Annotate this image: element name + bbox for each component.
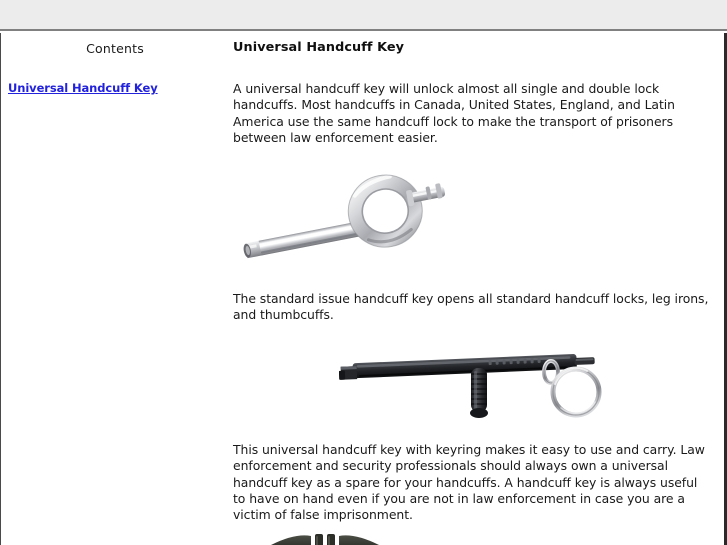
- toc-link-universal-handcuff-key[interactable]: Universal Handcuff Key: [8, 81, 158, 95]
- chrome-handcuff-key-photo: [235, 172, 455, 276]
- table-of-contents-list: [8, 77, 223, 96]
- contents-heading: Contents: [86, 41, 144, 56]
- browser-chrome-bar: [0, 0, 727, 31]
- black-handcuff-key-with-keyring-photo: [339, 342, 617, 422]
- paragraph-keyring-benefits: This universal handcuff key with keyring makes it easy to use and carry. Law enforcement and security professionals should always own a universal handcuff key as a spare for your handcuffs. A handcuff key is always useful to have on hand even if you are not in law enforcement in case you are a victim of false imprisonment.: [233, 442, 705, 523]
- page-layout: [1, 33, 724, 545]
- main-content-column: [233, 33, 715, 545]
- black-handcuffs-photo-partial: [265, 531, 385, 545]
- sidebar-contents-panel: [1, 33, 229, 545]
- paragraph-intro: A universal handcuff key will unlock almost all single and double lock handcuffs. Most handcuffs in Canada, United States, England, and Latin America use the same handcuff lock to make the transport of prisoners between law enforcement easier.: [233, 81, 675, 145]
- page-frame: [0, 33, 727, 545]
- paragraph-standard-issue: The standard issue handcuff key opens all standard handcuff locks, leg irons, and thumbcuffs.: [233, 291, 709, 323]
- page-title: Universal Handcuff Key: [233, 40, 405, 55]
